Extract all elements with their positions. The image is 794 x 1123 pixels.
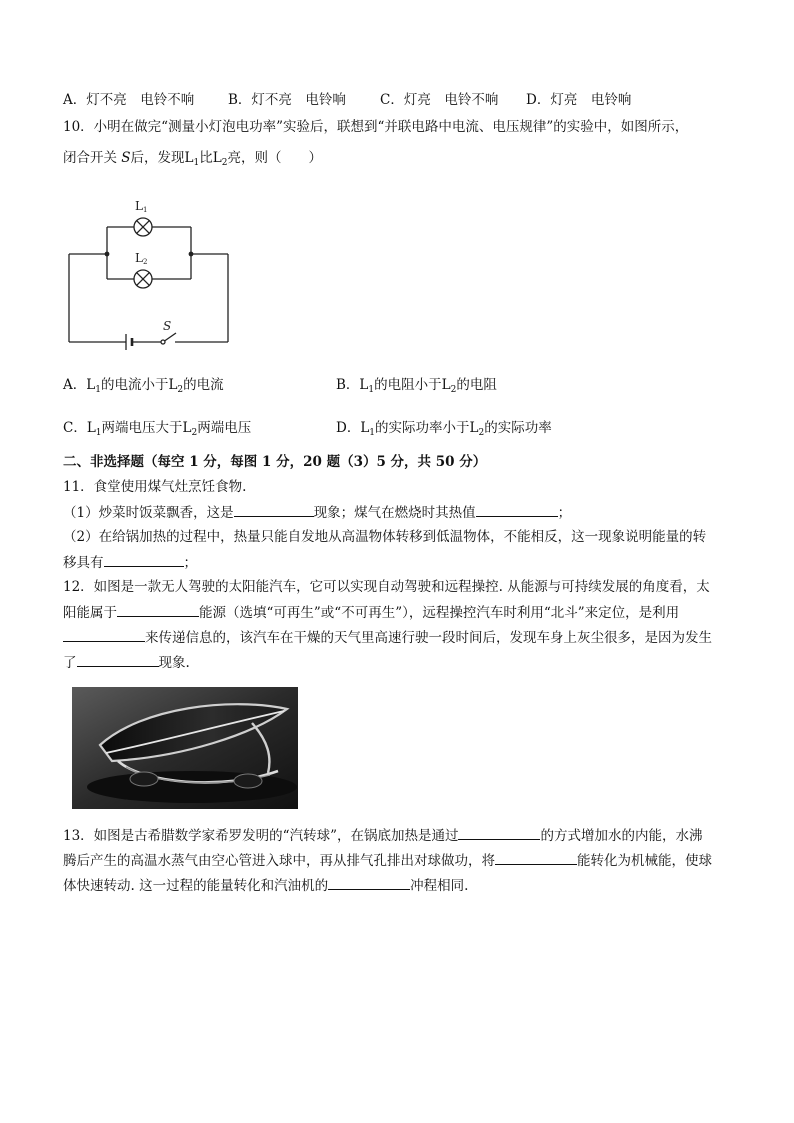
q13-line2: 腾后产生的高温水蒸气由空心管进入球中，再从排气孔排出对球做功，将 能转化为机械能，使球: [63, 850, 712, 871]
switch-label: S: [163, 319, 172, 333]
q10-stem-line2: 闭合开关 S后，发现$L_1$比$L_2$亮，则（ ）: [63, 150, 322, 168]
q13-line3: 体快速转动. 这一过程的能量转化和汽油机的 冲程相同.: [63, 875, 468, 896]
lamp-l1-icon: [134, 218, 152, 236]
q13-line1: 13．如图是古希腊数学家希罗发明的“汽转球”，在锅底加热是通过 的方式增加水的内能，水沸: [63, 825, 702, 846]
q9-option-a: A．灯不亮 电铃不响: [63, 92, 195, 108]
answer-blank[interactable]: [117, 602, 199, 617]
answer-blank[interactable]: [495, 850, 577, 865]
q9-option-c: C．灯亮 电铃不响: [380, 92, 499, 108]
answer-blank[interactable]: [234, 502, 314, 517]
lamp-l2-label: L2: [135, 251, 148, 266]
q10-stem-line1: 10．小明在做完“测量小灯泡电功率”实验后，联想到“并联电路中电流、电压规律”的实验中，如图所示，: [63, 119, 689, 135]
answer-blank[interactable]: [77, 652, 159, 667]
q10-option-c: C．$L_1$两端电压大于$L_2$两端电压: [63, 420, 252, 438]
q12-line4: 了 现象.: [63, 652, 190, 673]
q12-line2: 阳能属于 能源（选填“可再生”或“不可再生”），远程操控汽车时利用“北斗”来定位，是利用: [63, 602, 679, 623]
q10-option-a: A．$L_1$的电流小于$L_2$的电流: [63, 377, 224, 395]
q11-part1: （1）炒菜时饭菜飘香，这是 现象；煤气在燃烧时其热值 ；: [63, 502, 571, 523]
solar-car-photo: [72, 687, 298, 809]
lamp-l2-icon: [134, 270, 152, 288]
answer-blank[interactable]: [476, 502, 558, 517]
lamp-l1-label: L1: [135, 199, 148, 214]
q12-line3: 来传递信息的，该汽车在干燥的天气里高速行驶一段时间后，发现车身上灰尘很多，是因为发生: [63, 627, 712, 648]
answer-blank[interactable]: [63, 627, 145, 642]
answer-blank[interactable]: [104, 552, 184, 567]
section-heading: 二、非选择题（每空 1 分，每图 1 分，20 题（3）5 分，共 50 分）: [63, 454, 487, 470]
answer-blank[interactable]: [328, 875, 410, 890]
q10-option-b: B．$L_1$的电阻小于$L_2$的电阻: [336, 377, 497, 395]
junction-dot: [105, 252, 110, 257]
answer-blank[interactable]: [458, 825, 540, 840]
switch-icon: [161, 333, 176, 344]
q11-part2-line1: （2）在给锅加热的过程中，热量只能自发地从高温物体转移到低温物体，不能相反，这一现象说明能量的转: [63, 529, 707, 545]
q11-part2-line2: 移具有 ；: [63, 552, 197, 573]
q12-line1: 12．如图是一款无人驾驶的太阳能汽车，它可以实现自动驾驶和远程操控. 从能源与可持续发展的角度看，太: [63, 579, 710, 595]
q11-stem: 11．食堂使用煤气灶烹饪食物.: [63, 479, 247, 495]
q9-option-d: D．灯亮 电铃响: [526, 92, 632, 108]
q9-option-b: B．灯不亮 电铃响: [228, 92, 346, 108]
q10-option-d: D．$L_1$的实际功率小于$L_2$的实际功率: [336, 420, 552, 438]
junction-dot: [189, 252, 194, 257]
circuit-diagram: [60, 190, 240, 355]
battery-icon: [126, 334, 138, 350]
